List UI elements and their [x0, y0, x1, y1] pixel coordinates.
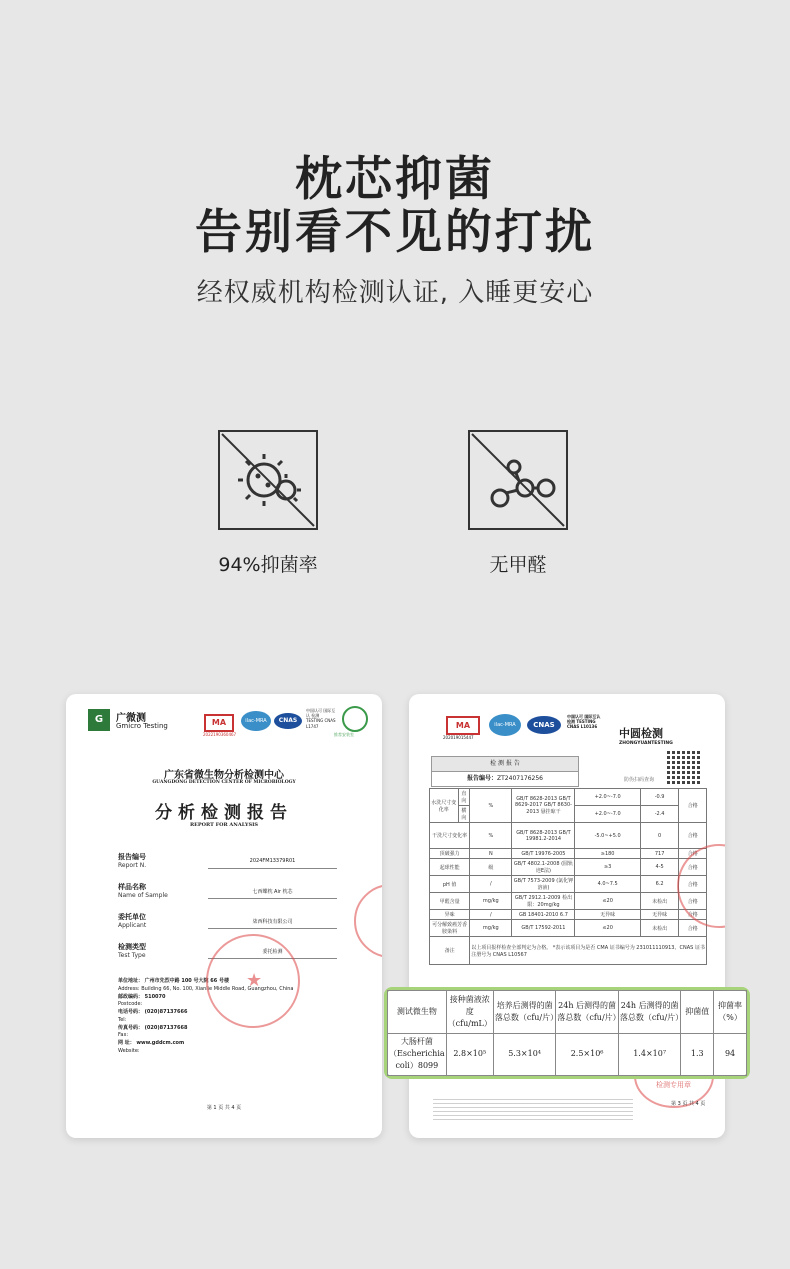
postcode-en: Postcode: — [118, 1001, 143, 1008]
header-cell: 抑菌率（%） — [714, 991, 747, 1034]
web: www.gddcm.com — [136, 1040, 185, 1046]
cell: 合格 — [679, 893, 707, 910]
cell: GB/T 17592-2011 — [512, 920, 575, 937]
field-value: 柒西科技有限公司 — [252, 919, 293, 925]
cell: 1.3 — [681, 1033, 714, 1076]
report-card-left — [66, 694, 382, 1138]
cell: 2.5×10⁶ — [556, 1033, 619, 1076]
cell: ≥180 — [575, 849, 640, 859]
cell: GB/T 7573-2009 (氯化钾溶液) — [512, 876, 575, 893]
cma-logo-icon: MA — [446, 716, 480, 735]
cell: 94 — [714, 1033, 747, 1076]
fine-print — [433, 1096, 633, 1120]
cell: % — [470, 823, 512, 849]
table-row — [430, 920, 707, 937]
cell: 合格 — [679, 859, 707, 876]
table-header-row — [388, 991, 747, 1034]
title-line-2: 告别看不见的打扰 — [195, 205, 595, 260]
cell: 以上项目报样检查全部判定为合格。 *表示该项目为是否 CMA 证书编号为 231011110913、CNAS 证书注册号为 CNAS L10567 — [470, 937, 707, 965]
postcode: 510070 — [144, 993, 166, 1000]
address-en: Building 66, No. 100, Xianlie Middle Road, Guangzhou, China — [141, 985, 294, 992]
cert-seal-icon — [342, 706, 368, 732]
field-label-en: Test Type — [118, 952, 146, 959]
red-seal-stamp: ★ — [206, 934, 300, 1028]
cell: ≤20 — [575, 920, 640, 937]
report-no-label: 报告编号： — [467, 775, 498, 782]
cell: GB 18401-2010 6.7 — [512, 910, 575, 920]
header-cell: 抑菌值 — [681, 991, 714, 1034]
cell: ≥3 — [575, 859, 640, 876]
field-label: 样品名称 — [118, 883, 146, 891]
cert-text: 中国认可 国际互认 检测 TESTING CNAS L1747 — [306, 708, 336, 729]
report-title-en: REPORT FOR ANALYSIS — [189, 822, 259, 828]
cell: 未检出 — [640, 893, 679, 910]
qr-code-icon — [667, 750, 701, 784]
field-value: 七西蝶枕 Air 枕芯 — [252, 889, 293, 895]
cell: / — [470, 910, 512, 920]
cell: 直向 — [458, 789, 470, 806]
cell: 1.4×10⁷ — [618, 1033, 681, 1076]
center-cn: 广东省微生物分析检测中心 — [164, 770, 284, 781]
field-report-no — [118, 852, 337, 869]
brand-en: Gmicro Testing — [116, 722, 168, 730]
cell: mg/kg — [470, 920, 512, 937]
fax-label: 传真号码： — [118, 1024, 144, 1031]
cell: -5.0~+5.0 — [575, 823, 640, 849]
ma-code: 202019015447 — [443, 735, 474, 740]
table-row — [430, 849, 707, 859]
brand-cn: 广微测 — [116, 713, 146, 724]
cell: 异味 — [430, 910, 470, 920]
brand-en: ZHONGYUANTESTING — [619, 741, 673, 746]
test-results-table — [429, 788, 707, 965]
cell: 甲醛含量 — [430, 893, 470, 910]
table-row — [388, 1033, 747, 1076]
cell: 起球性能 — [430, 859, 470, 876]
cell: GB/T 19976-2005 — [512, 849, 575, 859]
table-row — [430, 859, 707, 876]
table-row — [430, 893, 707, 910]
cell: 横向 — [458, 806, 470, 823]
table-row — [430, 789, 707, 806]
cell: mg/kg — [470, 893, 512, 910]
cell: GB/T 8628-2013 GB/T 19981.2-2014 — [512, 823, 575, 849]
field-sample-name — [118, 882, 337, 899]
cell: 合格 — [679, 849, 707, 859]
cell: 无异味 — [640, 910, 679, 920]
field-label: 报告编号 — [118, 853, 146, 861]
cell: 无异味 — [575, 910, 640, 920]
cell: GB/T 4802.1-2008 (圆轨迹E法) — [512, 859, 575, 876]
red-seal-stamp-edge — [354, 884, 382, 958]
tel: (020)87137666 — [144, 1009, 188, 1015]
cell: 6.2 — [640, 876, 679, 893]
title-line-1: 枕芯抑菌 — [295, 152, 495, 207]
header-cell: 24h 后测得的菌落总数（cfu/片） — [618, 991, 681, 1034]
report-header: 检 测 报 告 — [431, 756, 579, 772]
postcode-label: 邮政编码： — [118, 993, 144, 1000]
no-bacteria-icon — [218, 430, 318, 530]
cell: N — [470, 849, 512, 859]
web-label: 网 址： — [118, 1040, 135, 1046]
tel-label: 电话号码： — [118, 1009, 144, 1015]
cell: 未检出 — [640, 920, 679, 937]
cell: / — [470, 876, 512, 893]
cell: -0.9 — [640, 789, 679, 806]
cell: 备注 — [430, 937, 470, 965]
ilac-logo-icon: ilac-MRA — [241, 711, 271, 731]
address-cn: 广州市先烈中路 100 号大院 66 号楼 — [144, 978, 229, 984]
report-no-value: ZT2407176256 — [497, 775, 543, 782]
field-label-en: Report N. — [118, 862, 147, 869]
cnas-logo-icon: CNAS — [527, 716, 561, 734]
gmicro-logo-icon: G — [88, 709, 110, 731]
feature-formaldehyde — [438, 430, 598, 577]
subtitle: 经权威机构检测认证, 入睡更安心 — [196, 278, 594, 308]
feature-antibacterial — [188, 430, 348, 577]
cell: 0 — [640, 823, 679, 849]
field-value: 2024FM13379R01 — [249, 858, 296, 864]
report-no — [431, 771, 579, 787]
center-en: GUANGDONG DETECTION CENTER OF MICROBIOLOGY — [152, 780, 296, 785]
cell: 大肠杆菌（Escherichia coli）8099 — [388, 1033, 447, 1076]
table-row — [430, 876, 707, 893]
field-label-en: Applicant — [118, 922, 147, 929]
cell: 合格 — [679, 910, 707, 920]
cell: GB/T 8628-2013 GB/T 8629-2017 GB/T 8630-2013 悬挂晾干 — [512, 789, 575, 823]
cell: 合格 — [679, 920, 707, 937]
address-label: 单位地址： — [118, 978, 144, 984]
tel-en: Tel: — [118, 1016, 127, 1023]
header-cell: 测试微生物 — [388, 991, 447, 1034]
cell: GB/T 2912.1-2009 检出限：20mg/kg — [512, 893, 575, 910]
cell: 4.0~7.5 — [575, 876, 640, 893]
cell: 顶破强力 — [430, 849, 470, 859]
cell: 干洗尺寸变化率 — [430, 823, 470, 849]
cell: 水洗尺寸变化率 — [430, 789, 459, 823]
cell: ≤20 — [575, 893, 640, 910]
table-row — [430, 937, 707, 965]
fax: (020)87137668 — [144, 1024, 188, 1031]
page-number: 第 1 页 共 4 页 — [206, 1105, 242, 1111]
header-cell: 接种菌液浓度（cfu/mL） — [446, 991, 493, 1034]
cert-badge: 推荐安装室 — [334, 732, 354, 737]
stamp-text: 检测专用章 — [656, 1081, 691, 1089]
cell: +2.0~-7.0 — [575, 789, 640, 806]
header-cell: 24h 后测得的菌落总数（cfu/片） — [556, 991, 619, 1034]
table-row — [430, 910, 707, 920]
field-applicant — [118, 912, 337, 929]
cnas-logo-icon: CNAS — [274, 713, 302, 729]
cell: 合格 — [679, 876, 707, 893]
ma-code: 2022190360467 — [203, 732, 237, 737]
cell: 5.3×10⁴ — [493, 1033, 556, 1076]
cell: pH 值 — [430, 876, 470, 893]
web-en: Website: — [118, 1047, 140, 1054]
cell: % — [470, 789, 512, 823]
cell: -2.4 — [640, 806, 679, 823]
feature-label-antibacterial: 94%抑菌率 — [218, 554, 318, 576]
antibacterial-result-table — [384, 987, 750, 1079]
page-number: 第 3 页 共 4 页 — [671, 1101, 706, 1107]
cell: +2.0~-7.0 — [575, 806, 640, 823]
cell: 4-5 — [640, 859, 679, 876]
no-formaldehyde-icon — [468, 430, 568, 530]
qr-caption: 防伪扫码查询 — [624, 777, 655, 783]
cell: 级 — [470, 859, 512, 876]
table-row — [430, 823, 707, 849]
report-title-cn: 分析检测报告 — [155, 803, 293, 823]
cell: 可分解致癌芳香胺染料 — [430, 920, 470, 937]
field-label-en: Name of Sample — [118, 892, 168, 899]
field-label: 委托单位 — [118, 913, 146, 921]
field-label: 检测类型 — [118, 943, 146, 951]
cell: 合格 — [679, 823, 707, 849]
cnas-text: 中国认可 国际互认 检测 TESTING CNAS L10136 — [567, 714, 601, 730]
cell: 合格 — [679, 789, 707, 823]
feature-label-formaldehyde: 无甲醛 — [489, 554, 547, 576]
header-cell: 培养后测得的菌落总数（cfu/片） — [493, 991, 556, 1034]
cell: 2.8×10⁵ — [446, 1033, 493, 1076]
fax-en: Fax: — [118, 1032, 129, 1039]
brand-cn: 中圆检测 — [619, 727, 663, 740]
address-en-label: Address: — [118, 985, 140, 992]
cma-logo-icon: MA — [204, 714, 234, 732]
cell: 717 — [640, 849, 679, 859]
field-value: 委托检测 — [262, 949, 283, 955]
ilac-logo-icon: ilac-MRA — [489, 714, 521, 736]
